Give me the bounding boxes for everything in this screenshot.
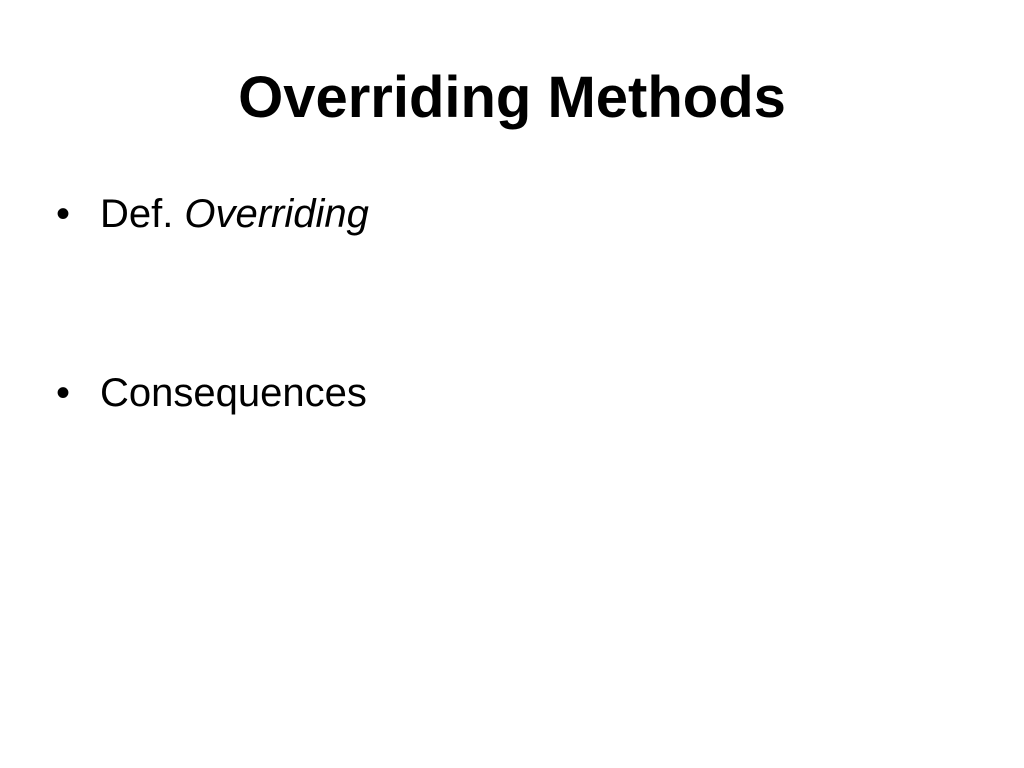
bullet-text: Def. <box>100 192 174 236</box>
bullet-icon: • <box>56 371 71 415</box>
bullet-item-definition <box>56 188 369 240</box>
slide-title: Overriding Methods <box>238 65 786 130</box>
bullet-emphasis: Overriding <box>184 192 369 236</box>
bullet-list <box>56 188 369 419</box>
bullet-item-consequences <box>56 367 369 419</box>
bullet-text: Consequences <box>100 371 367 415</box>
bullet-icon: • <box>56 192 71 236</box>
